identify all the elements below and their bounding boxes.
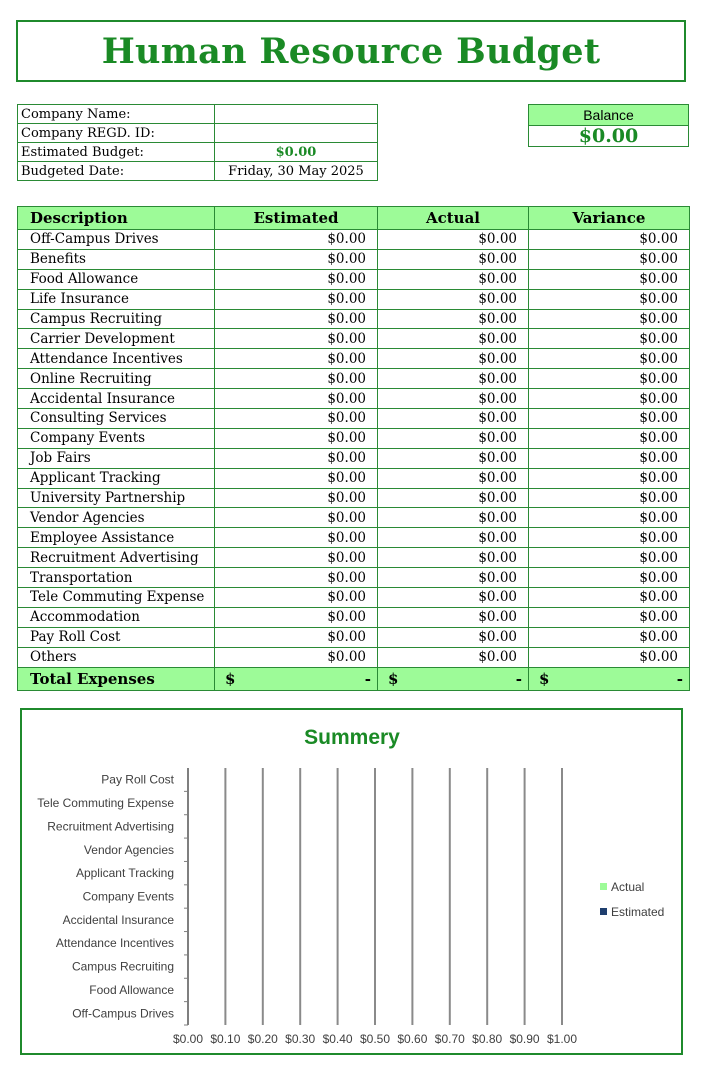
table-row [18,647,690,667]
balance-value[interactable]: $0.00 [528,126,689,147]
row-estimated[interactable]: $0.00 [215,508,378,528]
row-estimated[interactable]: $0.00 [215,230,378,250]
total-variance-value: - [676,669,683,688]
row-variance[interactable]: $0.00 [529,627,690,647]
row-variance[interactable]: $0.00 [529,389,690,409]
row-variance[interactable]: $0.00 [529,588,690,608]
summary-chart[interactable] [20,708,683,1055]
table-row [18,349,690,369]
y-category-label: Recruitment Advertising [47,819,174,834]
row-actual[interactable]: $0.00 [378,289,529,309]
row-actual[interactable]: $0.00 [378,369,529,389]
table-row [18,428,690,448]
estimated-budget-value[interactable]: $0.00 [215,143,378,162]
header-description: Description [18,207,215,230]
row-actual[interactable]: $0.00 [378,528,529,548]
row-description: Attendance Incentives [18,349,215,369]
row-variance[interactable]: $0.00 [529,508,690,528]
row-description: Company Events [18,428,215,448]
row-variance[interactable]: $0.00 [529,488,690,508]
row-estimated[interactable]: $0.00 [215,647,378,667]
x-tick-label: $0.40 [322,1032,353,1046]
row-description: Job Fairs [18,448,215,468]
row-actual[interactable]: $0.00 [378,607,529,627]
header-variance: Variance [529,207,690,230]
table-row [18,468,690,488]
table-row [18,389,690,409]
x-tick-label: $0.00 [172,1032,204,1046]
info-row-estimated-budget [18,143,378,162]
row-variance[interactable]: $0.00 [529,548,690,568]
x-tick-label: $1.00 [546,1032,578,1046]
x-tick-label: $0.70 [434,1032,465,1046]
table-row [18,249,690,269]
y-category-label: Tele Commuting Expense [37,796,174,811]
row-variance[interactable]: $0.00 [529,269,690,289]
currency-symbol: $ [225,669,236,688]
table-row [18,448,690,468]
row-estimated[interactable]: $0.00 [215,428,378,448]
row-variance[interactable]: $0.00 [529,230,690,250]
row-actual[interactable]: $0.00 [378,468,529,488]
balance-box [528,104,689,147]
table-row [18,269,690,289]
table-row [18,488,690,508]
y-category-label: Off-Campus Drives [72,1006,174,1021]
y-category-label: Accidental Insurance [62,912,174,927]
row-actual[interactable]: $0.00 [378,448,529,468]
y-category-label: Company Events [82,889,174,904]
row-description: Online Recruiting [18,369,215,389]
legend-swatch-actual [600,883,607,890]
row-estimated[interactable]: $0.00 [215,528,378,548]
row-variance[interactable]: $0.00 [529,289,690,309]
legend-label-estimated: Estimated [611,905,665,919]
table-row [18,289,690,309]
total-row [18,667,690,690]
x-tick-label: $0.80 [472,1032,503,1046]
row-actual[interactable]: $0.00 [378,488,529,508]
row-description: Carrier Development [18,329,215,349]
header-actual: Actual [378,207,529,230]
row-description: Pay Roll Cost [18,627,215,647]
row-description: Campus Recruiting [18,309,215,329]
row-actual[interactable]: $0.00 [378,389,529,409]
total-actual[interactable] [378,667,529,690]
row-estimated[interactable]: $0.00 [215,627,378,647]
row-description: Transportation [18,568,215,588]
row-estimated[interactable]: $0.00 [215,329,378,349]
company-name-field[interactable] [215,105,378,124]
table-row [18,588,690,608]
row-actual[interactable]: $0.00 [378,329,529,349]
row-estimated[interactable]: $0.00 [215,607,378,627]
row-actual[interactable]: $0.00 [378,548,529,568]
table-row [18,528,690,548]
row-description: University Partnership [18,488,215,508]
page-title: Human Resource Budget [101,30,601,72]
table-row [18,568,690,588]
x-tick-label: $0.10 [210,1032,241,1046]
budget-rows [18,230,690,668]
row-variance[interactable]: $0.00 [529,369,690,389]
company-info-table [17,104,378,181]
row-estimated[interactable]: $0.00 [215,249,378,269]
row-description: Employee Assistance [18,528,215,548]
row-variance[interactable]: $0.00 [529,349,690,369]
row-actual[interactable]: $0.00 [378,568,529,588]
title-banner [16,20,686,82]
row-estimated[interactable]: $0.00 [215,309,378,329]
table-row [18,409,690,429]
y-category-label: Food Allowance [89,982,174,997]
row-variance[interactable]: $0.00 [529,428,690,448]
row-actual[interactable]: $0.00 [378,269,529,289]
balance-label: Balance [528,104,689,126]
table-row [18,627,690,647]
info-row-company-id [18,124,378,143]
y-category-label: Vendor Agencies [83,842,174,857]
table-row [18,607,690,627]
row-description: Tele Commuting Expense [18,588,215,608]
row-estimated[interactable]: $0.00 [215,568,378,588]
estimated-budget-label: Estimated Budget: [18,143,215,162]
x-tick-label: $0.30 [285,1032,316,1046]
row-variance[interactable]: $0.00 [529,409,690,429]
y-category-label: Campus Recruiting [71,959,174,974]
table-row [18,329,690,349]
row-actual[interactable]: $0.00 [378,627,529,647]
row-actual[interactable]: $0.00 [378,249,529,269]
row-description: Others [18,647,215,667]
row-actual[interactable]: $0.00 [378,588,529,608]
row-actual[interactable]: $0.00 [378,349,529,369]
x-tick-label: $0.20 [247,1032,278,1046]
total-estimated-value: - [364,669,371,688]
row-description: Applicant Tracking [18,468,215,488]
row-estimated[interactable]: $0.00 [215,369,378,389]
info-row-company-name [18,105,378,124]
table-row [18,230,690,250]
row-description: Accidental Insurance [18,389,215,409]
row-actual[interactable]: $0.00 [378,230,529,250]
total-label: Total Expenses [18,667,215,690]
row-variance[interactable]: $0.00 [529,329,690,349]
row-estimated[interactable]: $0.00 [215,409,378,429]
row-actual[interactable]: $0.00 [378,309,529,329]
total-actual-value: - [515,669,522,688]
info-row-budgeted-date [18,162,378,181]
row-estimated[interactable]: $0.00 [215,269,378,289]
total-variance[interactable] [529,667,690,690]
row-variance[interactable]: $0.00 [529,468,690,488]
total-estimated[interactable] [215,667,378,690]
row-estimated[interactable]: $0.00 [215,588,378,608]
row-variance[interactable]: $0.00 [529,528,690,548]
chart-title: Summery [304,726,400,749]
legend-label-actual: Actual [611,880,645,894]
table-row [18,309,690,329]
row-estimated[interactable]: $0.00 [215,289,378,309]
row-estimated[interactable]: $0.00 [215,389,378,409]
row-estimated[interactable]: $0.00 [215,548,378,568]
y-category-label: Pay Roll Cost [101,772,174,787]
row-actual[interactable]: $0.00 [378,409,529,429]
table-row [18,548,690,568]
currency-symbol: $ [388,669,399,688]
currency-symbol: $ [539,669,550,688]
row-actual[interactable]: $0.00 [378,647,529,667]
row-variance[interactable]: $0.00 [529,568,690,588]
y-category-label: Applicant Tracking [75,866,174,881]
row-actual[interactable]: $0.00 [378,508,529,528]
company-id-field[interactable] [215,124,378,143]
row-description: Food Allowance [18,269,215,289]
row-description: Vendor Agencies [18,508,215,528]
table-row [18,369,690,389]
row-variance[interactable]: $0.00 [529,448,690,468]
row-description: Recruitment Advertising [18,548,215,568]
row-estimated[interactable]: $0.00 [215,488,378,508]
row-estimated[interactable]: $0.00 [215,468,378,488]
x-tick-label: $0.90 [509,1032,540,1046]
header-estimated: Estimated [215,207,378,230]
table-header-row [18,207,690,230]
company-id-label: Company REGD. ID: [18,124,215,143]
row-description: Accommodation [18,607,215,627]
budgeted-date-value[interactable]: Friday, 30 May 2025 [215,162,378,181]
row-actual[interactable]: $0.00 [378,428,529,448]
legend-swatch-estimated [600,908,607,915]
row-variance[interactable]: $0.00 [529,309,690,329]
y-category-label: Attendance Incentives [55,936,174,951]
x-tick-label: $0.50 [359,1032,391,1046]
company-name-label: Company Name: [18,105,215,124]
table-row [18,508,690,528]
row-description: Life Insurance [18,289,215,309]
row-description: Benefits [18,249,215,269]
row-description: Off-Campus Drives [18,230,215,250]
row-estimated[interactable]: $0.00 [215,349,378,369]
budgeted-date-label: Budgeted Date: [18,162,215,181]
budget-table [17,206,690,691]
row-description: Consulting Services [18,409,215,429]
row-estimated[interactable]: $0.00 [215,448,378,468]
chart-canvas [22,710,681,1053]
row-variance[interactable]: $0.00 [529,647,690,667]
x-tick-label: $0.60 [397,1032,428,1046]
row-variance[interactable]: $0.00 [529,607,690,627]
row-variance[interactable]: $0.00 [529,249,690,269]
